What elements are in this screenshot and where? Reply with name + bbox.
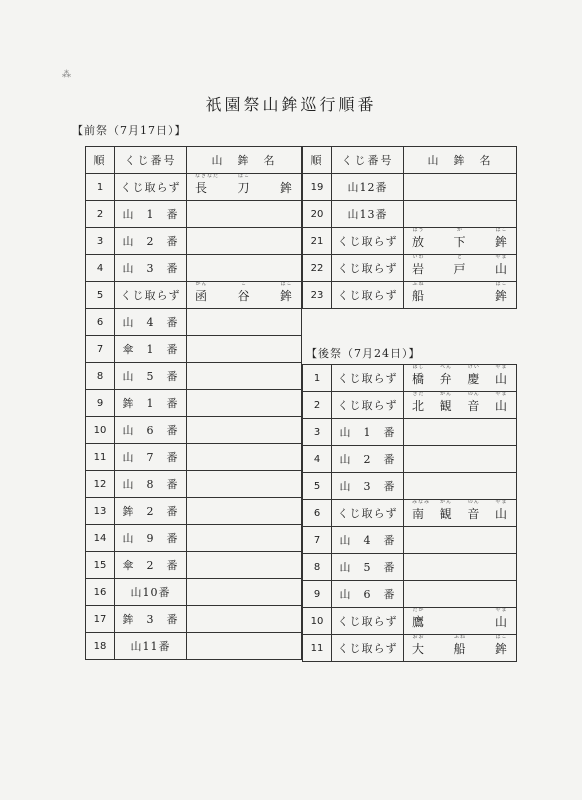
table-row	[86, 336, 302, 363]
kuji-number: くじ取らず	[332, 228, 404, 255]
yamahoko-name: きた 北 かん 観 のん 音 やま 山	[404, 397, 516, 414]
order-number: 10	[86, 417, 115, 444]
yamahoko-name-cell	[404, 446, 517, 473]
kuji-number: 山13番	[332, 201, 404, 228]
order-number: 9	[86, 390, 115, 417]
kuji-number: 山 4 番	[332, 527, 404, 554]
order-number: 4	[303, 446, 332, 473]
yamahoko-name-cell	[404, 554, 517, 581]
yamahoko-name: ほう 放 か 下 ほこ 鉾	[404, 233, 516, 250]
yamahoko-name-cell	[187, 417, 302, 444]
yamahoko-name-cell	[187, 390, 302, 417]
order-number: 6	[303, 500, 332, 527]
table-row	[86, 417, 302, 444]
yamahoko-name-cell	[404, 635, 517, 662]
ato-matsuri-label: 【後祭（7月24日）】	[306, 347, 421, 360]
yamahoko-name-cell	[187, 498, 302, 525]
table-row	[303, 446, 517, 473]
order-number: 22	[303, 255, 332, 282]
yamahoko-name-cell	[404, 392, 517, 419]
table-row	[303, 527, 517, 554]
table-row	[86, 525, 302, 552]
kuji-number: くじ取らず	[332, 635, 404, 662]
yamahoko-name: ふね 船 ほこ 鉾	[404, 287, 516, 304]
order-number: 14	[86, 525, 115, 552]
kuji-number: 山 5 番	[332, 554, 404, 581]
table-row	[86, 471, 302, 498]
yamahoko-name-cell	[404, 500, 517, 527]
order-number: 15	[86, 552, 115, 579]
table-row	[86, 552, 302, 579]
table-row	[303, 635, 517, 662]
table-row	[303, 392, 517, 419]
yamahoko-name-cell	[404, 174, 517, 201]
table-row	[303, 255, 517, 282]
header-order: 順	[303, 147, 332, 174]
table-row	[303, 201, 517, 228]
order-number: 2	[86, 201, 115, 228]
kuji-number: 鉾 1 番	[115, 390, 187, 417]
kuji-number: 山11番	[115, 633, 187, 660]
table-row	[86, 282, 302, 309]
table-header-row	[86, 147, 302, 174]
kuji-number: 山 9 番	[115, 525, 187, 552]
kuji-number: 山 3 番	[332, 473, 404, 500]
table-row	[86, 606, 302, 633]
yamahoko-name-cell	[187, 255, 302, 282]
yamahoko-name: おお 大 ふね 船 ほこ 鉾	[404, 640, 516, 657]
yamahoko-name-cell	[187, 552, 302, 579]
kuji-number: 山 2 番	[115, 228, 187, 255]
order-number: 13	[86, 498, 115, 525]
table-row	[86, 579, 302, 606]
table-row	[86, 444, 302, 471]
kuji-number: 山10番	[115, 579, 187, 606]
kuji-number: 鉾 2 番	[115, 498, 187, 525]
yamahoko-name-cell	[404, 201, 517, 228]
table-row	[303, 608, 517, 635]
kuji-number: 傘 1 番	[115, 336, 187, 363]
order-number: 2	[303, 392, 332, 419]
kuji-number: 山 2 番	[332, 446, 404, 473]
yamahoko-name-cell	[187, 525, 302, 552]
yamahoko-name-cell	[404, 419, 517, 446]
kuji-number: 山 3 番	[115, 255, 187, 282]
header-kuji: くじ番号	[332, 147, 404, 174]
table-row	[303, 554, 517, 581]
order-number: 17	[86, 606, 115, 633]
header-order: 順	[86, 147, 115, 174]
order-number: 9	[303, 581, 332, 608]
scan-speck: ⁂	[62, 70, 71, 80]
kuji-number: 山 1 番	[115, 201, 187, 228]
yamahoko-name: いわ 岩 と 戸 やま 山	[404, 260, 516, 277]
table-row	[303, 174, 517, 201]
zen-right-table	[302, 146, 517, 309]
table-row	[303, 473, 517, 500]
order-number: 16	[86, 579, 115, 606]
kuji-number: 山 5 番	[115, 363, 187, 390]
kuji-number: くじ取らず	[332, 255, 404, 282]
yamahoko-name-cell	[187, 336, 302, 363]
kuji-number: 山12番	[332, 174, 404, 201]
yamahoko-name-cell	[187, 174, 302, 201]
table-row	[86, 174, 302, 201]
yamahoko-name: みなみ 南 かん 観 のん 音 やま 山	[404, 505, 516, 522]
table-row	[86, 228, 302, 255]
yamahoko-name-cell	[404, 255, 517, 282]
order-number: 1	[303, 365, 332, 392]
yamahoko-name-cell	[187, 606, 302, 633]
yamahoko-name-cell	[187, 579, 302, 606]
yamahoko-name-cell	[404, 473, 517, 500]
yamahoko-name-cell	[187, 633, 302, 660]
kuji-number: くじ取らず	[332, 365, 404, 392]
table-row	[303, 365, 517, 392]
kuji-number: くじ取らず	[332, 392, 404, 419]
kuji-number: 山 7 番	[115, 444, 187, 471]
table-row	[303, 228, 517, 255]
kuji-number: くじ取らず	[115, 174, 187, 201]
kuji-number: くじ取らず	[332, 500, 404, 527]
yamahoko-name-cell	[187, 363, 302, 390]
yamahoko-name-cell	[187, 444, 302, 471]
table-row	[303, 581, 517, 608]
page-title: 祇園祭山鉾巡行順番	[205, 95, 377, 114]
yamahoko-name: たか 鷹 やま 山	[404, 613, 516, 630]
kuji-number: 山 4 番	[115, 309, 187, 336]
order-number: 1	[86, 174, 115, 201]
order-number: 8	[303, 554, 332, 581]
kuji-number: 山 1 番	[332, 419, 404, 446]
order-number: 23	[303, 282, 332, 309]
kuji-number: 山 6 番	[115, 417, 187, 444]
kuji-number: くじ取らず	[332, 282, 404, 309]
yamahoko-name-cell	[404, 228, 517, 255]
yamahoko-name-cell	[187, 471, 302, 498]
table-row	[86, 498, 302, 525]
order-number: 10	[303, 608, 332, 635]
order-number: 20	[303, 201, 332, 228]
order-number: 3	[303, 419, 332, 446]
header-name: 山 鉾 名	[187, 147, 302, 174]
header-name: 山 鉾 名	[404, 147, 517, 174]
order-number: 21	[303, 228, 332, 255]
order-number: 3	[86, 228, 115, 255]
order-number: 12	[86, 471, 115, 498]
kuji-number: 傘 2 番	[115, 552, 187, 579]
yamahoko-name: はし 橋 べん 弁 けい 慶 やま 山	[404, 370, 516, 387]
yamahoko-name-cell	[187, 282, 302, 309]
order-number: 11	[303, 635, 332, 662]
yamahoko-name: かん 函 こ 谷 ほこ 鉾	[187, 287, 301, 304]
order-number: 19	[303, 174, 332, 201]
table-row	[86, 309, 302, 336]
yamahoko-name-cell	[404, 365, 517, 392]
kuji-number: くじ取らず	[332, 608, 404, 635]
order-number: 5	[86, 282, 115, 309]
yamahoko-name: なぎなた 長 ほこ 刀 鉾	[187, 179, 301, 196]
zen-matsuri-label: 【前祭（7月17日）】	[72, 124, 187, 137]
table-row	[86, 633, 302, 660]
ato-table	[302, 364, 517, 662]
yamahoko-name-cell	[187, 201, 302, 228]
zen-left-table	[85, 146, 302, 660]
order-number: 5	[303, 473, 332, 500]
table-row	[303, 419, 517, 446]
order-number: 7	[303, 527, 332, 554]
table-header-row	[303, 147, 517, 174]
kuji-number: 山 8 番	[115, 471, 187, 498]
kuji-number: 鉾 3 番	[115, 606, 187, 633]
table-row	[86, 363, 302, 390]
order-number: 4	[86, 255, 115, 282]
yamahoko-name-cell	[404, 608, 517, 635]
order-number: 6	[86, 309, 115, 336]
header-kuji: くじ番号	[115, 147, 187, 174]
yamahoko-name-cell	[404, 527, 517, 554]
kuji-number: 山 6 番	[332, 581, 404, 608]
table-row	[86, 390, 302, 417]
yamahoko-name-cell	[404, 581, 517, 608]
order-number: 7	[86, 336, 115, 363]
table-row	[86, 201, 302, 228]
yamahoko-name-cell	[187, 309, 302, 336]
order-number: 18	[86, 633, 115, 660]
table-row	[86, 255, 302, 282]
yamahoko-name-cell	[404, 282, 517, 309]
kuji-number: くじ取らず	[115, 282, 187, 309]
order-number: 8	[86, 363, 115, 390]
order-number: 11	[86, 444, 115, 471]
table-row	[303, 282, 517, 309]
yamahoko-name-cell	[187, 228, 302, 255]
table-row	[303, 500, 517, 527]
